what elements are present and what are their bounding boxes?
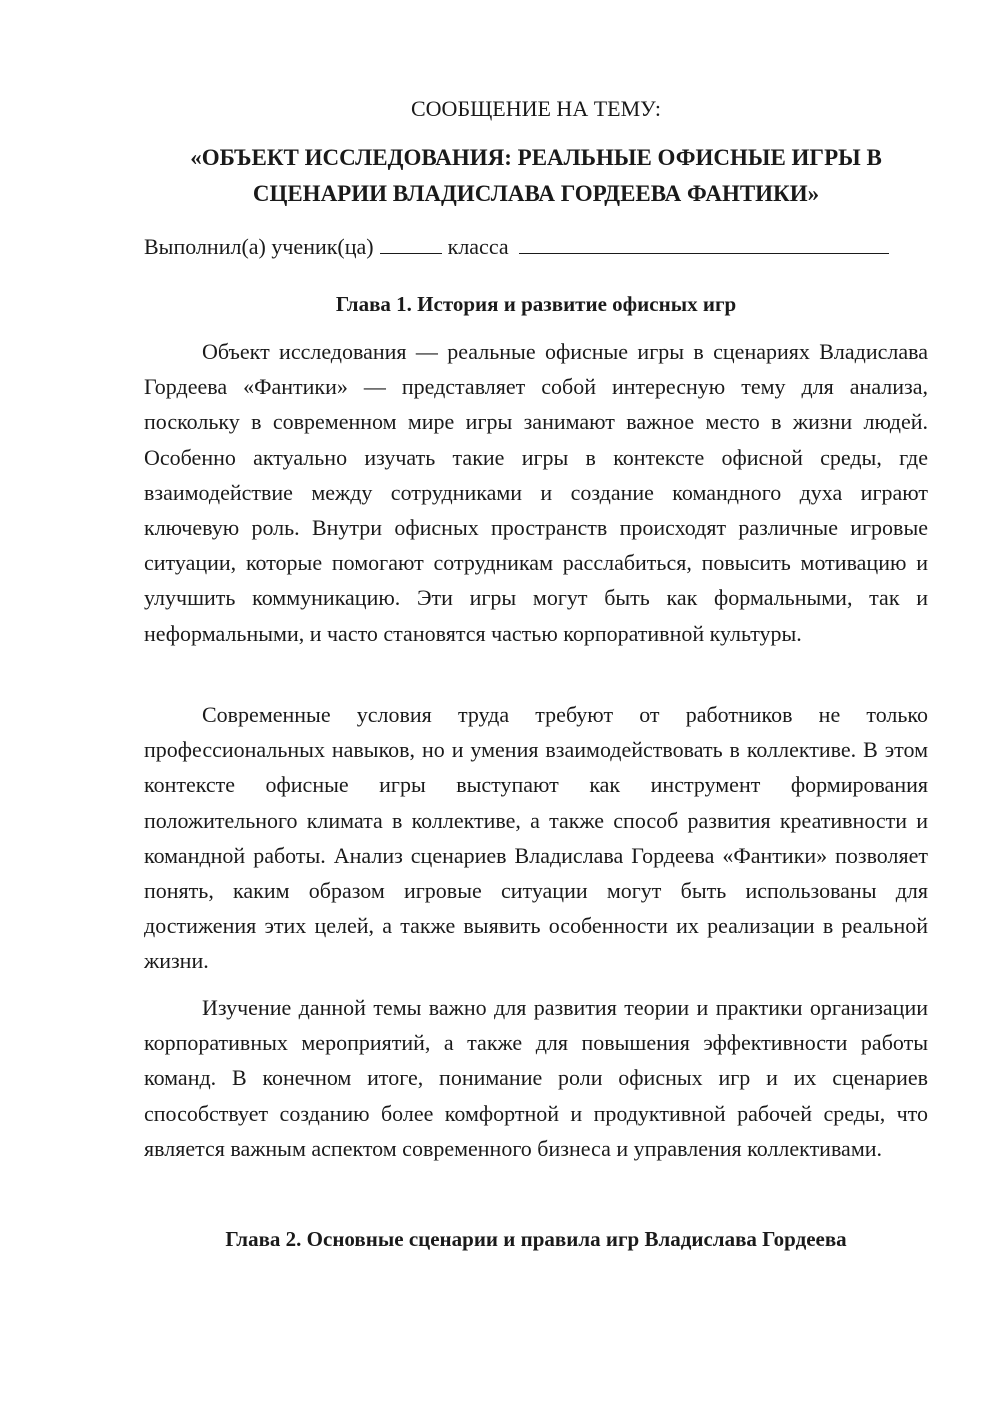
document-title <box>144 140 928 212</box>
byline-class-label: класса <box>447 234 509 259</box>
chapter-2-heading: Глава 2. Основные сценарии и правила игр Владислава Гордеева <box>225 1227 847 1251</box>
byline-prefix: Выполнил(а) ученик(ца) <box>144 234 374 259</box>
title-line-2: СЦЕНАРИИ ВЛАДИСЛАВА ГОРДЕЕВА ФАНТИКИ» <box>252 181 820 206</box>
chapter-1-heading: Глава 1. История и развитие офисных игр <box>335 292 737 316</box>
author-byline <box>144 231 944 262</box>
class-number-blank <box>380 231 442 254</box>
paragraph: Объект исследования — реальные офисные игры в сценариях Владислава Гордеева «Фантики» — представляет собой интересную тему для анализа, поскольку в современном мире игры занимают важное место в жизни людей. Особенно актуально изучать такие игры в контексте офисной среды, где взаимодействие между сотрудниками и создание командного духа играют ключевую роль. Внутри офисных пространств происходят различные игровые ситуации, которые помогают сотрудникам расслабиться, повысить мотивацию и улучшить коммуникацию. Эти игры могут быть как формальными, так и неформальными, и часто становятся частью корпоративной культуры. <box>144 339 928 646</box>
title-line-1: «ОБЪЕКТ ИССЛЕДОВАНИЯ: РЕАЛЬНЫЕ ОФИСНЫЕ ИГРЫ В <box>190 145 882 170</box>
paragraph: Современные условия труда требуют от работников не только профессиональных навыков, но и умения взаимодействовать в коллективе. В этом контексте офисные игры выступают как инструмент формирования положительного климата в коллективе, а также способ развития креативности и командной работы. Анализ сценариев Владислава Гордеева «Фантики» позволяет понять, каким образом игровые ситуации могут быть использованы для достижения этих целей, а также выявить особенности их реализации в реальной жизни. <box>144 702 928 974</box>
topic-line: СООБЩЕНИЕ НА ТЕМУ: <box>411 96 661 121</box>
paragraph: Изучение данной темы важно для развития теории и практики организации корпоративных мероприятий, а также для повышения эффективности работы команд. В конечном итоге, понимание роли офисных игр и их сценариев способствует созданию более комфортной и продуктивной рабочей среды, что является важным аспектом современного бизнеса и управления коллективами. <box>144 995 928 1161</box>
student-name-blank <box>519 231 889 254</box>
